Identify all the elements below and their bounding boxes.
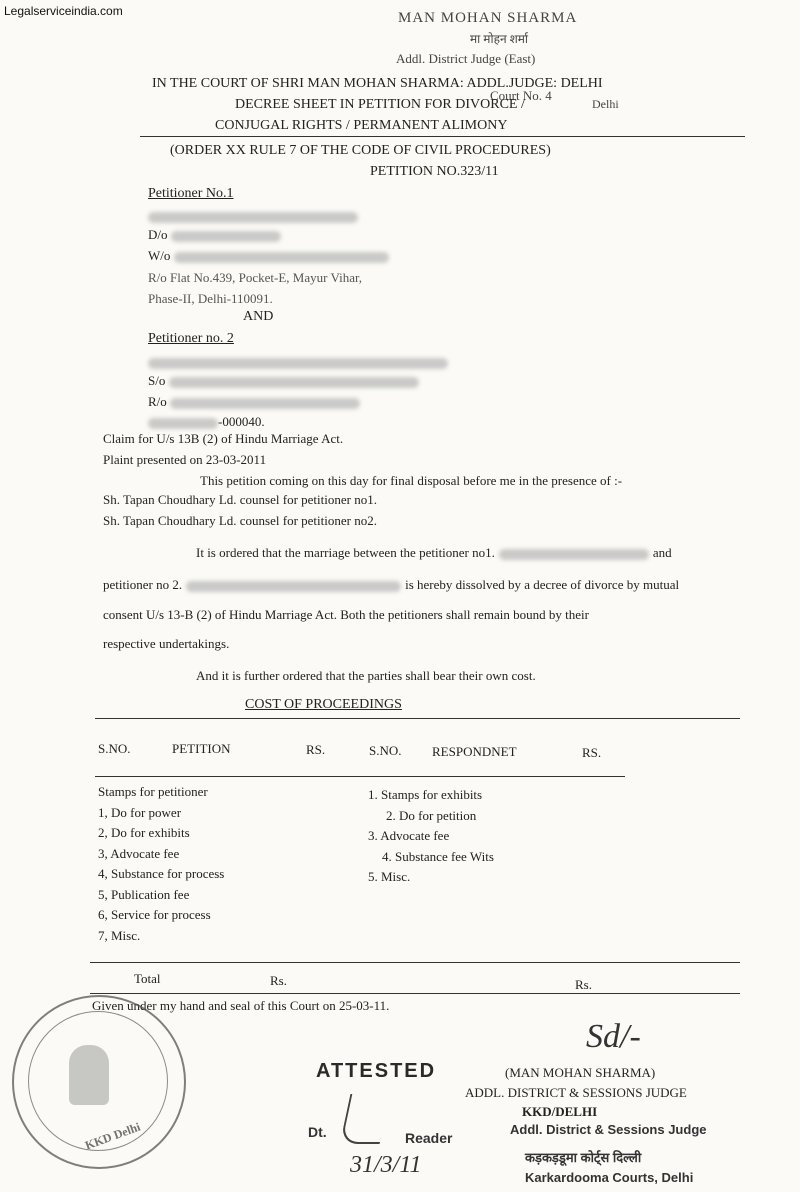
petitioner1-heading: Petitioner No.1 [148, 186, 234, 201]
total-rs: Rs. [270, 973, 287, 988]
reader-signature-icon [340, 1094, 391, 1144]
list-item: 2, Do for exhibits [98, 825, 190, 840]
list-item: 5, Publication fee [98, 886, 190, 902]
and-separator: AND [243, 309, 274, 324]
cost-heading: COST OF PROCEEDINGS [245, 697, 402, 712]
petitioner2-heading: Petitioner no. 2 [148, 331, 234, 346]
stamp-court: Court No. 4 [490, 88, 552, 103]
attested-date: 31/3/11 [350, 1152, 422, 1178]
list-item: 6, Service for process [98, 907, 211, 922]
reader-label: Reader [405, 1130, 453, 1146]
petitioner2-address: R/o [148, 394, 360, 410]
stamp-hindi: मा मोहन शर्मा [470, 32, 529, 46]
list-item: Stamps for petitioner [98, 784, 208, 799]
attested-stamp: ATTESTED [316, 1060, 437, 1082]
stamp-name: MAN MOHAN SHARMA [398, 10, 578, 26]
seal-text: KKD Delhi [83, 1119, 143, 1153]
watermark: Legalserviceindia.com [4, 4, 123, 18]
counsel-line-1: Sh. Tapan Choudhary Ld. counsel for petitioner no1. [103, 492, 377, 507]
total-top-rule [90, 962, 740, 963]
court-title: IN THE COURT OF SHRI MAN MOHAN SHARMA: ADDL.JUDGE: DELHI [152, 76, 603, 91]
petitioner2-name-redacted [148, 354, 448, 372]
plaint-line: Plaint presented on 23-03-2011 [103, 452, 267, 467]
col-rs: RS. [306, 742, 326, 757]
total-rs-2: Rs. [575, 977, 592, 992]
list-item: 4. Substance fee Wits [382, 848, 494, 864]
order-cost-line: And it is further ordered that the parties shall bear their own cost. [196, 668, 536, 683]
order-line-2: petitioner no 2. is hereby dissolved by a decree of divorce by mutual [103, 577, 680, 592]
dt-label: Dt. [308, 1124, 327, 1140]
total-bottom-rule [90, 993, 740, 994]
petitioner1-name-redacted [148, 208, 358, 226]
cost-header-rule [95, 776, 625, 777]
order-line-1: It is ordered that the marriage between the petitioner no1. and [196, 545, 672, 560]
respondent-items-list [368, 785, 494, 888]
col-sno-2: S.NO. [369, 743, 402, 758]
judge-place: KKD/DELHI [522, 1104, 598, 1119]
list-item: 1. Stamps for exhibits [368, 787, 483, 802]
petition-number: PETITION NO.323/11 [370, 164, 499, 179]
counsel-line-2: Sh. Tapan Choudhary Ld. counsel for petitioner no2. [103, 513, 377, 528]
court-stamp-line3: Karkardooma Courts, Delhi [525, 1170, 694, 1185]
list-item: 7, Misc. [98, 927, 141, 943]
court-seal [12, 995, 186, 1169]
col-rs-2: RS. [582, 745, 602, 760]
claim-line: Claim for U/s 13B (2) of Hindu Marriage Act. [103, 431, 344, 446]
stamp-city: Delhi [592, 97, 619, 111]
order-line-4: respective undertakings. [103, 636, 230, 651]
ashoka-emblem-icon [69, 1045, 109, 1105]
court-stamp-line2: कड़कड़डूमा कोर्ट्स दिल्ली [525, 1150, 642, 1165]
cost-top-rule [95, 718, 740, 719]
petition-items-list [98, 782, 224, 946]
col-petition: PETITION [172, 741, 231, 756]
judge-name: (MAN MOHAN SHARMA) [505, 1065, 656, 1080]
list-item: 3. Advocate fee [368, 828, 450, 843]
conjugal-title: CONJUGAL RIGHTS / PERMANENT ALIMONY [215, 118, 508, 133]
list-item: 3, Advocate fee [98, 845, 180, 861]
col-respondent: RESPONDNET [432, 744, 517, 759]
list-item: 4, Substance for process [98, 866, 225, 881]
list-item: 1, Do for power [98, 804, 182, 820]
petitioner1-daughter-of: D/o [148, 227, 281, 243]
stamp-designation: Addl. District Judge (East) [396, 51, 536, 66]
total-label: Total [134, 971, 161, 986]
list-item: 2. Do for petition [386, 807, 477, 823]
header-rule [140, 136, 745, 137]
petitioner2-pin: -000040. [148, 414, 265, 430]
petitioner1-address: R/o Flat No.439, Pocket-E, Mayur Vihar, [148, 270, 363, 285]
petitioner1-wife-of: W/o [148, 248, 389, 264]
decree-title: DECREE SHEET IN PETITION FOR DIVORCE / [235, 97, 525, 112]
petitioner1-address-end: Phase-II, Delhi-110091. [148, 291, 273, 306]
sd-signature: Sd/- [586, 1018, 641, 1055]
judge-designation: ADDL. DISTRICT & SESSIONS JUDGE [465, 1085, 687, 1100]
list-item: 5. Misc. [368, 869, 411, 884]
petitioner2-son-of: S/o [148, 373, 419, 389]
court-stamp-line1: Addl. District & Sessions Judge [510, 1122, 707, 1137]
given-under-hand: Given under my hand and seal of this Court on 25-03-11. [92, 998, 390, 1013]
order-rule: (ORDER XX RULE 7 OF THE CODE OF CIVIL PROCEDURES) [170, 143, 551, 158]
col-sno: S.NO. [98, 741, 131, 756]
disposal-line: This petition coming on this day for final disposal before me in the presence of :- [200, 473, 623, 488]
order-line-3: consent U/s 13-B (2) of Hindu Marriage Act. Both the petitioners shall remain bound by their [103, 607, 589, 622]
